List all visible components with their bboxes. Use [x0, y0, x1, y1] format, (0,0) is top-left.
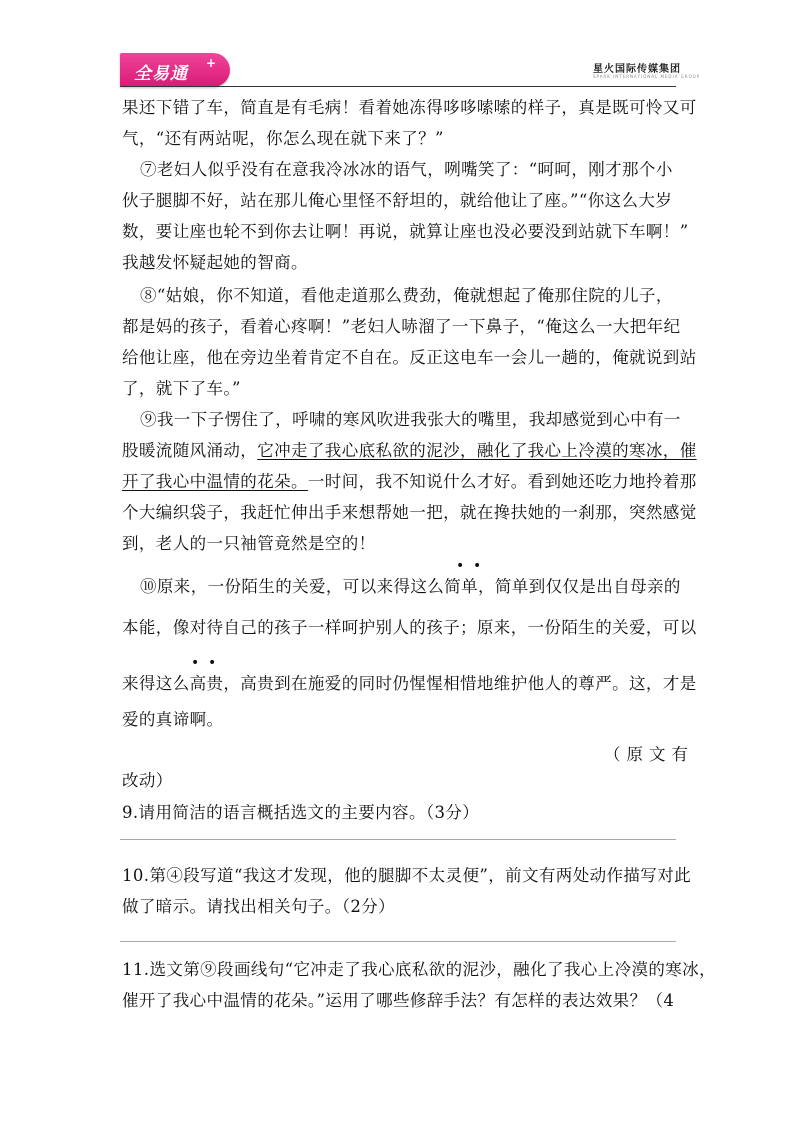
emphasis-dot: • [456, 558, 465, 574]
text-line: ⑩原来，一份陌生的关爱，可以来得这么简单，简单到仅仅是出自母亲的 [140, 577, 681, 596]
answer-line [120, 839, 676, 840]
underlined-sentence: 开了我心中温情的花朵。 [122, 472, 308, 491]
question-10: 做了暗示。请找出相关句子。（2分） [122, 897, 396, 916]
text-line: 数，要让座也轮不到你去让啊！再说，就算让座也没必要没到站就下车啊！” [122, 222, 689, 241]
question-9: 9.请用简洁的语言概括选文的主要内容。（3分） [122, 803, 480, 822]
text-line: ⑨我一下子愣住了，呼啸的寒风吹进我张大的嘴里，我却感觉到心中有一 [140, 410, 681, 429]
text-line: 给他让座，他在旁边坐着肯定不自在。反正这电车一会儿一趟的，俺就说到站 [122, 348, 697, 367]
text-line: 都是妈的孩子，看着心疼啊！”老妇人哧溜了一下鼻子，“俺这么一大把年纪 [122, 317, 681, 336]
text-line: 气，“还有两站呢，你怎么现在就下来了？” [122, 129, 444, 148]
text-line: 来得这么高贵，高贵到在施爱的同时仍惺惺相惜地维护他人的尊严。这，才是 [122, 674, 697, 693]
brand-logo [120, 53, 230, 87]
text-span: 一时间，我不知说什么才好。看到她还吃力地拎着那 [307, 472, 697, 491]
question-10: 10.第④段写道“我这才发现，他的腿脚不太灵便”，前文有两处动作描写对此 [122, 866, 692, 885]
question-11: 11.选文第⑨段画线句“它冲走了我心底私欲的泥沙，融化了我心上冷漠的寒冰， [122, 960, 716, 979]
text-line: 个大编织袋子，我赶忙伸出手来想帮她一把，就在搀扶她的一刹那，突然感觉 [122, 503, 697, 522]
header-divider [120, 86, 676, 87]
logo-text: 全易通 [134, 64, 188, 84]
text-line: 果还下错了车，简直是有毛病！看着她冻得哆哆嗦嗦的样子，真是既可怜又可 [122, 98, 697, 117]
text-line: 了，就下了车。” [122, 379, 241, 398]
text-line: 爱的真谛啊。 [122, 710, 224, 729]
text-line: 伙子腿脚不好，站在那儿俺心里怪不舒坦的，就给他让了座。”“你这么大岁 [122, 191, 673, 210]
text-line: 本能，像对待自己的孩子一样呵护别人的孩子；原来，一份陌生的关爱，可以 [122, 618, 697, 637]
text-line: ⑧“姑娘，你不知道，看他走道那么费劲，俺就想起了俺那住院的儿子， [140, 286, 673, 305]
emphasis-dot: • [191, 655, 200, 671]
source-note: （原文有 [604, 745, 694, 764]
logo-plus-icon: + [205, 56, 216, 70]
text-span: 股暖流随风涌动， [122, 441, 258, 460]
text-line: 我越发怀疑起她的智商。 [122, 253, 308, 272]
company-name: 星火国际传媒集团 [593, 64, 681, 75]
question-11: 催开了我心中温情的花朵。”运用了哪些修辞手法？有怎样的表达效果？（4 [122, 991, 675, 1010]
underlined-sentence: 它冲走了我心底私欲的泥沙，融化了我心上冷漠的寒冰，催 [257, 441, 697, 460]
emphasis-dot: • [208, 655, 217, 671]
answer-line [120, 941, 676, 942]
source-note: 改动） [122, 771, 173, 790]
text-line: 到，老人的一只袖管竟然是空的！ [122, 534, 376, 553]
emphasis-dot: • [473, 558, 482, 574]
company-english-name: SPARK INTERNATIONAL MEDIA GROUP [593, 74, 701, 79]
text-line: ⑦老妇人似乎没有在意我冷冰冰的语气，咧嘴笑了：“呵呵，刚才那个小 [140, 160, 673, 179]
text-line [122, 440, 697, 462]
page-header [0, 0, 800, 90]
text-line [122, 471, 697, 493]
